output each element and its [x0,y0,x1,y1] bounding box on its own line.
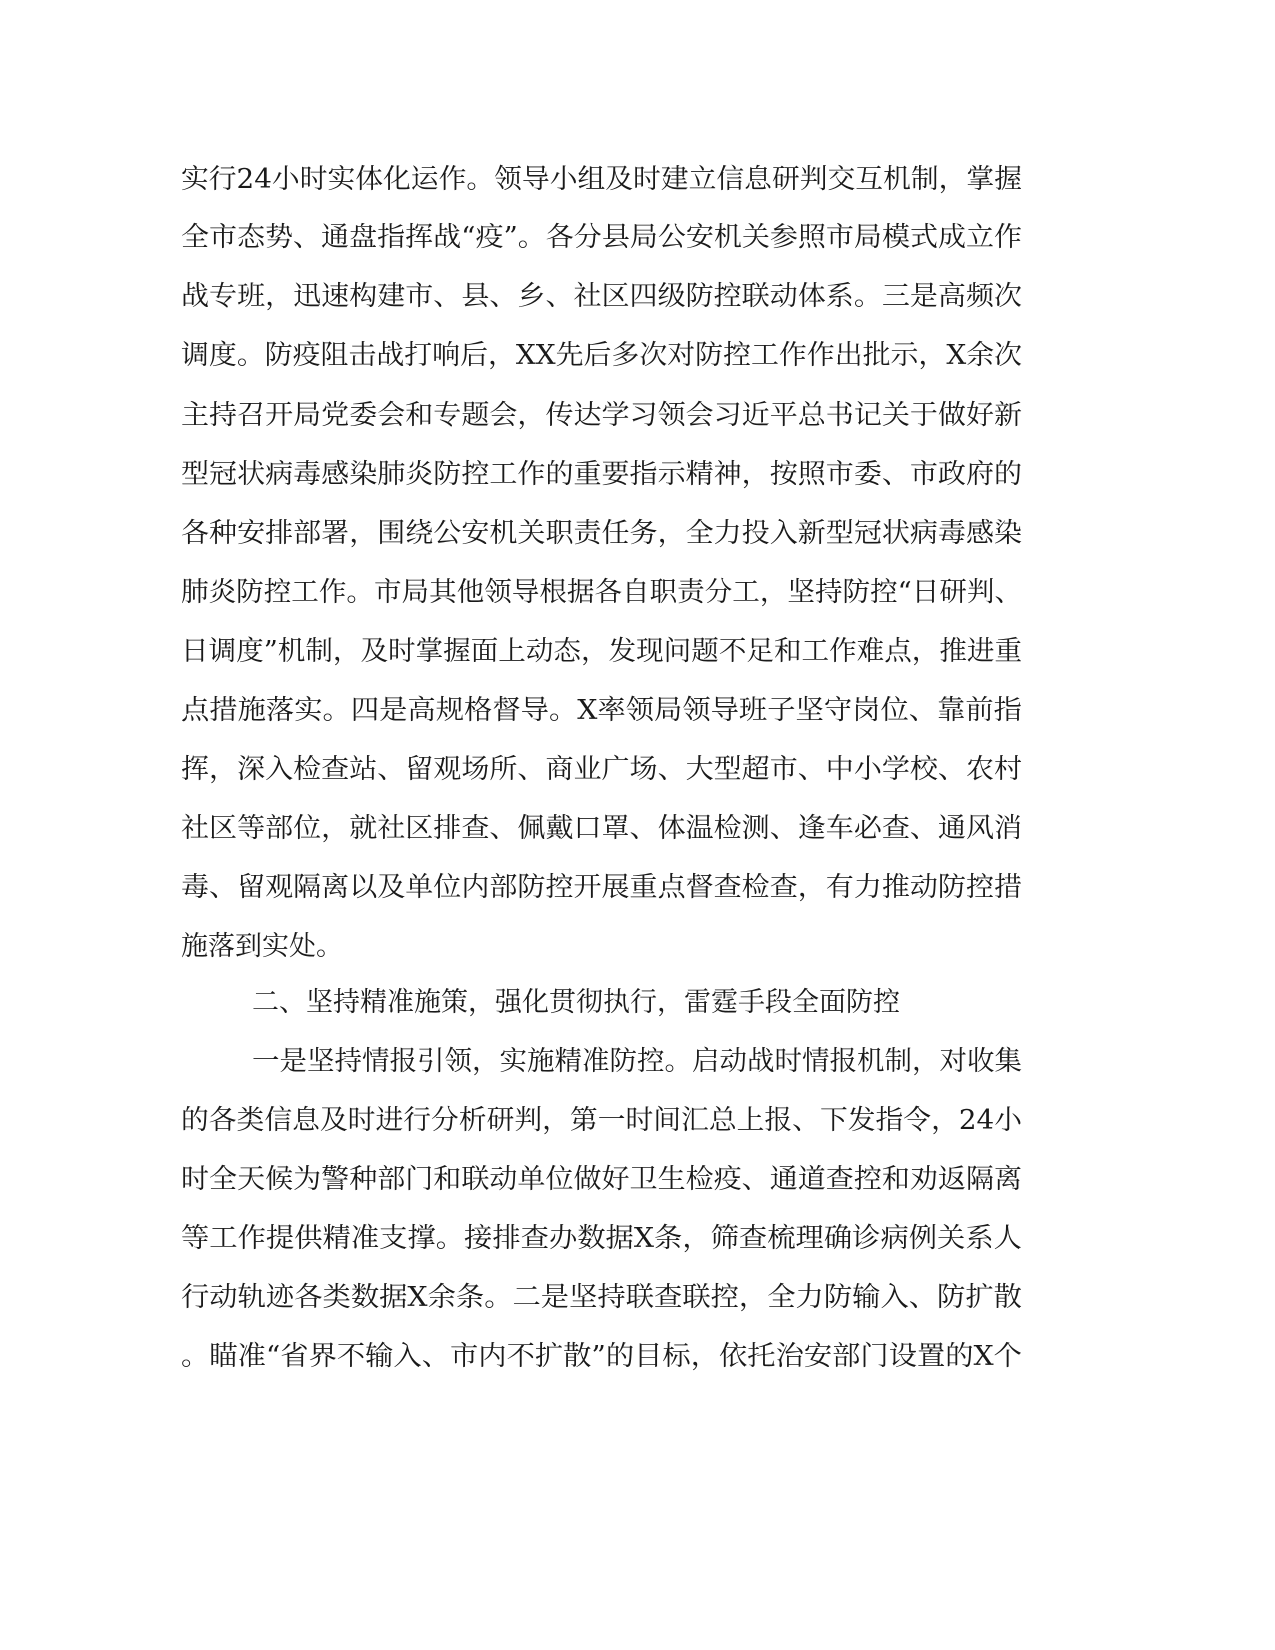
text-line: 挥，深入检查站、留观场所、商业广场、大型超市、中小学校、农村 [181,754,1023,785]
text-line: 实行24小时实体化运作。领导小组及时建立信息研判交互机制，掌握 [181,164,1022,195]
text-line: 。瞄准“省界不输入、市内不扩散”的目标，依托治安部门设置的X个 [181,1341,1022,1372]
text-line: 日调度”机制，及时掌握面上动态，发现问题不足和工作难点，推进重 [181,636,1023,667]
text-line: 等工作提供精准支撑。接排查办数据X条，筛查梳理确诊病例关系人 [181,1223,1022,1254]
text-line: 时全天候为警种部门和联动单位做好卫生检疫、通道查控和劝返隔离 [181,1164,1023,1195]
text-line: 主持召开局党委会和专题会，传达学习领会习近平总书记关于做好新 [181,400,1023,431]
text-line: 毒、留观隔离以及单位内部防控开展重点督查检查，有力推动防控措 [181,872,1023,903]
text-line: 战专班，迅速构建市、县、乡、社区四级防控联动体系。三是高频次 [181,281,1023,312]
text-line: 行动轨迹各类数据X余条。二是坚持联查联控，全力防输入、防扩散 [181,1282,1022,1313]
text-line: 肺炎防控工作。市局其他领导根据各自职责分工，坚持防控“日研判、 [181,577,1023,608]
text-line: 型冠状病毒感染肺炎防控工作的重要指示精神，按照市委、市政府的 [181,459,1023,490]
text-line: 各种安排部署，围绕公安机关职责任务，全力投入新型冠状病毒感染 [181,518,1023,549]
section-heading: 二、坚持精准施策，强化贯彻执行，雷霆手段全面防控 [252,987,900,1018]
text-line: 社区等部位，就社区排查、佩戴口罩、体温检测、逢车必查、通风消 [181,813,1023,844]
text-line: 的各类信息及时进行分析研判，第一时间汇总上报、下发指令，24小 [181,1105,1022,1136]
text-line: 点措施落实。四是高规格督导。X率领局领导班子坚守岗位、靠前指 [181,695,1022,726]
text-line: 调度。防疫阻击战打响后，XX先后多次对防控工作作出批示，X余次 [181,340,1023,371]
text-line: 一是坚持情报引领，实施精准防控。启动战时情报机制，对收集 [252,1046,1022,1077]
text-line: 施落到实处。 [181,931,343,962]
text-line: 全市态势、通盘指挥战“疫”。各分县局公安机关参照市局模式成立作 [181,222,1023,253]
